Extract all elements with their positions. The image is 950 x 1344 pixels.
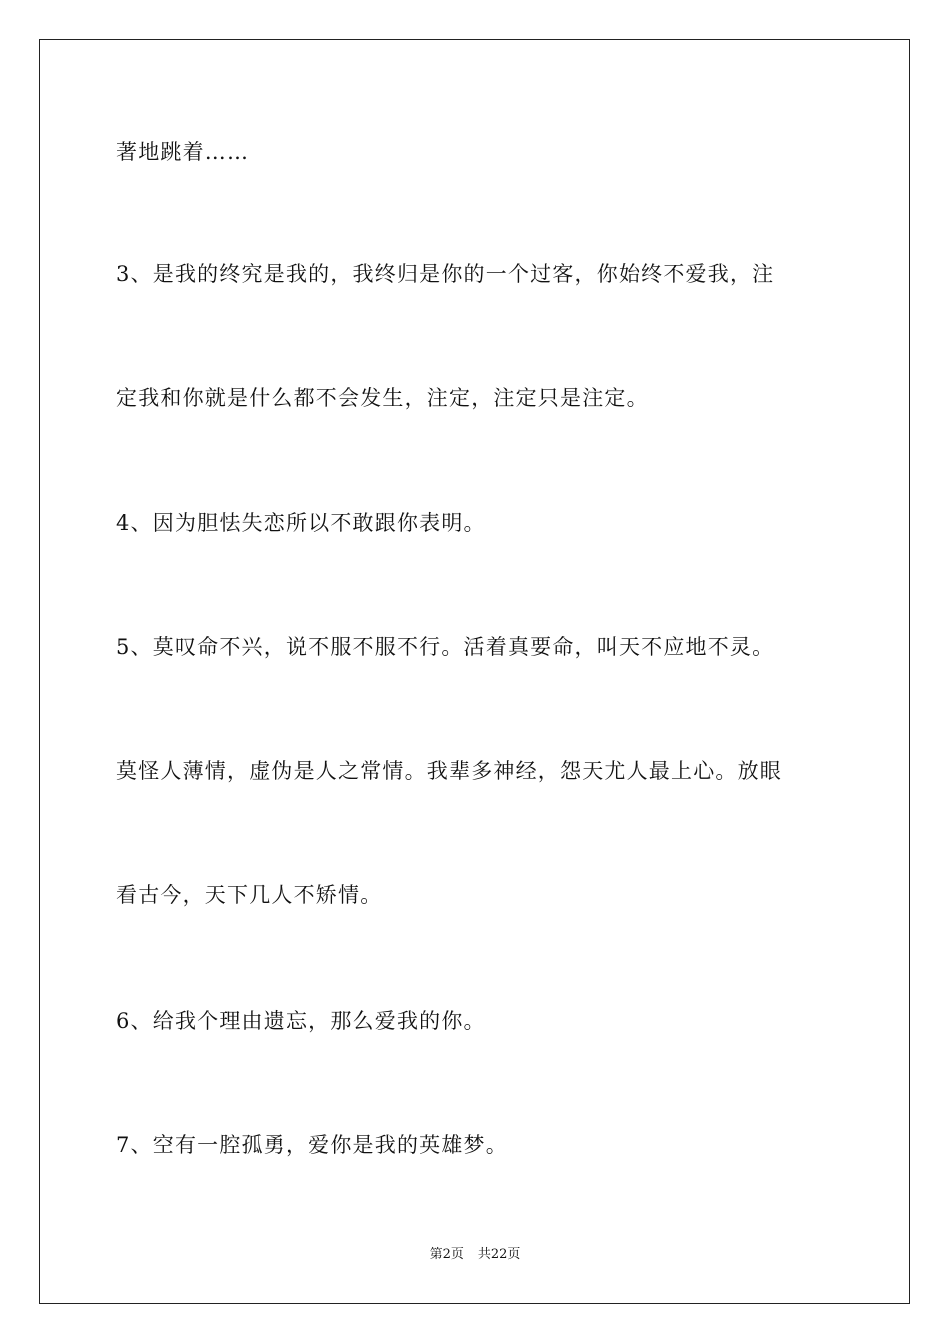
page-footer — [0, 1246, 950, 1264]
text-line-3: 定我和你就是什么都不会发生，注定，注定只是注定。 — [116, 386, 649, 410]
text-line-1: 著地跳着…… — [116, 140, 250, 164]
page-total: 共22页 — [477, 1247, 521, 1262]
text-line-9: 7、空有一腔孤勇，爱你是我的英雄梦。 — [116, 1133, 508, 1157]
text-line-8: 6、给我个理由遗忘，那么爱我的你。 — [116, 1009, 486, 1033]
text-line-4: 4、因为胆怯失恋所以不敢跟你表明。 — [116, 511, 486, 535]
page-border — [39, 39, 910, 1304]
text-line-7: 看古今，天下几人不矫情。 — [116, 883, 383, 907]
text-line-6: 莫怪人薄情，虚伪是人之常情。我辈多神经，怨天尤人最上心。放眼 — [116, 759, 782, 783]
text-line-5: 5、莫叹命不兴，说不服不服不行。活着真要命，叫天不应地不灵。 — [116, 635, 775, 659]
page-number: 第2页 — [429, 1247, 464, 1262]
text-line-2: 3、是我的终究是我的，我终归是你的一个过客，你始终不爱我，注 — [116, 262, 775, 286]
